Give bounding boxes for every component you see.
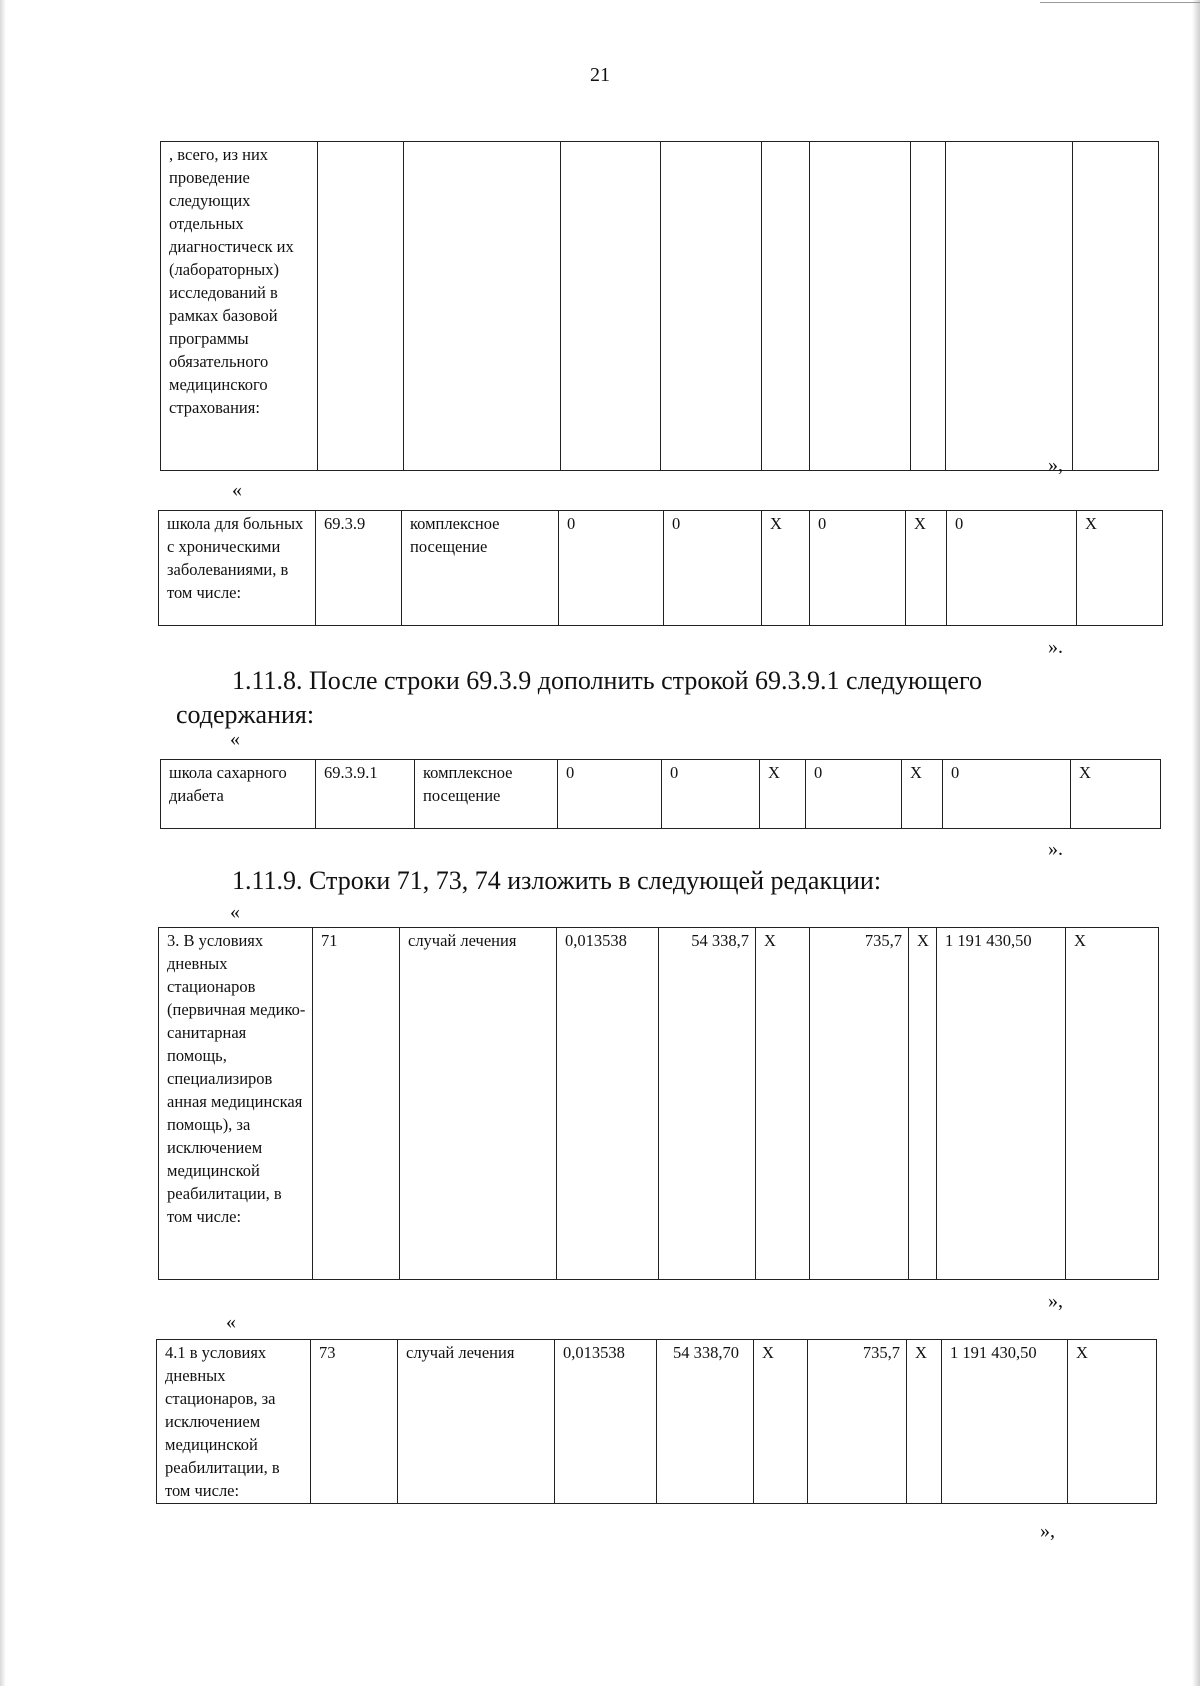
cell-name: школа сахарного диабета: [161, 760, 316, 829]
table-row: [161, 142, 1159, 471]
opening-quote: «: [230, 901, 240, 923]
cell-unit: случай лечения: [400, 928, 557, 1280]
closing-quote: »,: [1048, 454, 1063, 476]
closing-quote: ».: [1048, 838, 1063, 860]
paragraph-1-11-8: 1.11.8. После строки 69.3.9 дополнить строкой 69.3.9.1 следующего содержания:: [176, 666, 982, 729]
cell-unit: случай лечения: [398, 1340, 555, 1504]
closing-quote: »,: [1040, 1520, 1055, 1542]
opening-quote: «: [226, 1311, 236, 1333]
closing-quote: »,: [1048, 1290, 1063, 1312]
cell-value-5: Х: [902, 760, 943, 829]
table-row: [159, 511, 1163, 626]
cell-value-2: 0: [664, 511, 762, 626]
table-row-69-3-9: [158, 510, 1163, 626]
cell-name: 3. В условиях дневных стационаров (первичная медико-санитарная помощь, специализиров анная медицинская помощь), за исключением медицинской реабилитации, в том числе:: [159, 928, 313, 1280]
cell-value-3: Х: [760, 760, 806, 829]
cell-name: школа для больных с хроническими заболеваниями, в том числе:: [159, 511, 316, 626]
table-row: [159, 928, 1159, 1280]
cell-unit: [404, 142, 561, 471]
cell-value-1: 0: [558, 760, 662, 829]
cell-row-number: 73: [311, 1340, 398, 1504]
cell-value-7: Х: [1077, 511, 1163, 626]
cell-value-4: 735,7: [810, 928, 909, 1280]
scan-top-line: [1040, 2, 1200, 3]
cell-unit: комплексное посещение: [402, 511, 559, 626]
scan-edge-right: [1192, 0, 1200, 1686]
table-row: [161, 760, 1161, 829]
cell-value-2: 54 338,7: [659, 928, 756, 1280]
cell-value-2: 0: [662, 760, 760, 829]
cell-value-4: [810, 142, 911, 471]
cell-value-6: 1 191 430,50: [942, 1340, 1068, 1504]
table-row-69-3-9-1: [160, 759, 1161, 829]
cell-value-7: [1073, 142, 1159, 471]
cell-row-number: 69.3.9.1: [316, 760, 415, 829]
cell-value-7: Х: [1071, 760, 1161, 829]
closing-quote: ».: [1048, 636, 1063, 658]
cell-value-1: 0,013538: [555, 1340, 657, 1504]
cell-value-6: 1 191 430,50: [937, 928, 1066, 1280]
cell-value-1: [561, 142, 661, 471]
cell-unit: комплексное посещение: [415, 760, 558, 829]
opening-quote: «: [232, 479, 242, 501]
cell-row-number: 71: [313, 928, 400, 1280]
cell-value-3: Х: [762, 511, 810, 626]
cell-value-3: Х: [754, 1340, 808, 1504]
table-row: [157, 1340, 1157, 1504]
cell-value-5: Х: [907, 1340, 942, 1504]
cell-value-3: [762, 142, 810, 471]
cell-value-3: Х: [756, 928, 810, 1280]
cell-name: 4.1 в условиях дневных стационаров, за исключением медицинской реабилитации, в том числе:: [157, 1340, 311, 1504]
cell-value-7: Х: [1068, 1340, 1157, 1504]
cell-value-7: Х: [1066, 928, 1159, 1280]
table-row-71: [158, 927, 1159, 1280]
cell-value-6: 0: [947, 511, 1077, 626]
cell-value-6: [946, 142, 1073, 471]
scan-edge-left: [0, 0, 6, 1686]
cell-value-4: 735,7: [808, 1340, 907, 1504]
table-diagnostic-studies: [160, 141, 1159, 471]
cell-value-6: 0: [943, 760, 1071, 829]
cell-name: , всего, из них проведение следующих отдельных диагностическ их (лабораторных) исследований в рамках базовой программы обязательного медицинского страхования:: [161, 142, 318, 471]
opening-quote: «: [230, 728, 240, 750]
cell-value-5: Х: [909, 928, 937, 1280]
cell-value-5: [911, 142, 946, 471]
table-row-73: [156, 1339, 1157, 1504]
cell-row-number: 69.3.9: [316, 511, 402, 626]
cell-value-2: [661, 142, 762, 471]
cell-value-4: 0: [810, 511, 906, 626]
cell-row-number: [318, 142, 404, 471]
cell-value-4: 0: [806, 760, 902, 829]
cell-value-2: 54 338,70: [657, 1340, 754, 1504]
cell-value-1: 0: [559, 511, 664, 626]
cell-value-1: 0,013538: [557, 928, 659, 1280]
cell-value-5: Х: [906, 511, 947, 626]
page-number: 21: [590, 64, 610, 86]
paragraph-1-11-9: 1.11.9. Строки 71, 73, 74 изложить в следующей редакции:: [232, 866, 882, 895]
